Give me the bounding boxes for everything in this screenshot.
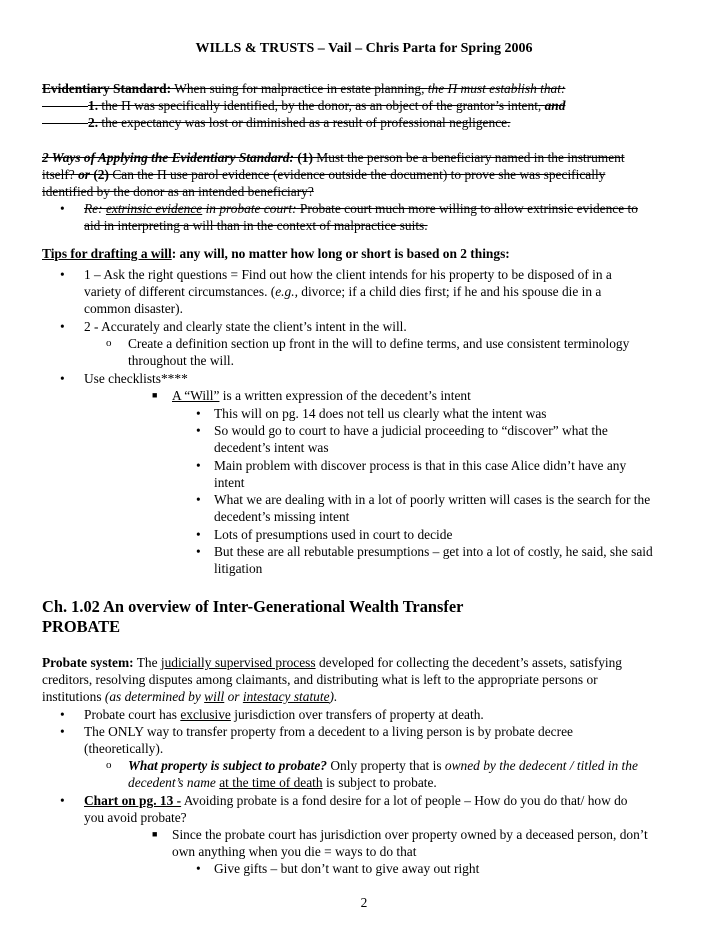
tip-2: 2 - Accurately and clearly state the client’s intent in the will. [84, 319, 407, 334]
chart-line-1: Chart on pg. 13 - Avoiding probate is a fond desire for a lot of people – How do you do that/ how do [84, 793, 628, 808]
chapter-heading: Ch. 1.02 An overview of Inter-Generational Wealth Transfer [42, 597, 464, 616]
tip-1-line-2: variety of different circumstances. (e.g., divorce; if a child dies first; if he and his spouse die in a [84, 284, 602, 299]
will-definition: A “Will” is a written expression of the decedent’s intent [172, 388, 471, 403]
probate-point-2-line-1: The ONLY way to transfer property from a decedent to a living person is by probate decree [84, 724, 573, 739]
bullet-icon: • [60, 371, 65, 386]
section-heading-probate: PROBATE [42, 617, 121, 636]
probate-system-line-2: creditors, resolving disputes among claimants, and distributing what is left to the appropriate persons or [42, 672, 598, 687]
tip-1-line-3: common disaster). [84, 301, 183, 316]
will-point-6-line-1: But these are all rebutable presumptions – get into a lot of costly, he said, she said [214, 544, 653, 559]
chart-line-2: you avoid probate? [84, 810, 187, 825]
document-title: WILLS & TRUSTS – Vail – Chris Parta for Spring 2006 [195, 41, 533, 56]
bullet-icon: • [60, 793, 65, 808]
tip-3: Use checklists**** [84, 371, 188, 386]
probate-system-line-1: Probate system: The judicially supervised process developed for collecting the decedent’s assets, satisfying [42, 655, 622, 670]
bullet-icon: • [60, 319, 65, 334]
bullet-icon: • [60, 267, 65, 282]
strike-rule [42, 123, 88, 124]
bullet-icon: • [60, 201, 65, 216]
re-extrinsic-line-1: Re: extrinsic evidence in probate court: Probate court much more willing to allow extrinsic evidence to [84, 201, 638, 216]
bullet-icon: • [196, 492, 201, 507]
bullet-icon: • [60, 724, 65, 739]
tip-1-line-1: 1 – Ask the right questions = Find out how the client intends for his property to be disposed of in a [84, 267, 612, 282]
will-point-6-line-2: litigation [214, 561, 263, 576]
two-ways-line-3: identified by the donor as an intended beneficiary? [42, 184, 314, 199]
bullet-icon: • [196, 406, 201, 421]
will-point-4-line-1: What we are dealing with in a lot of poorly written will cases is the search for the [214, 492, 651, 507]
probate-point-2-line-2: (theoretically). [84, 741, 164, 756]
circle-bullet-icon: o [106, 337, 112, 349]
will-point-2-line-2: decedent’s intent was [214, 440, 329, 455]
bullet-icon: • [196, 544, 201, 559]
circle-bullet-icon: o [106, 759, 112, 771]
probate-point-1: Probate court has exclusive jurisdiction over transfers of property at death. [84, 707, 484, 722]
probate-question-line-2: decedent’s name at the time of death is subject to probate. [128, 775, 437, 790]
will-point-5: Lots of presumptions used in court to decide [214, 527, 453, 542]
bullet-icon: • [196, 861, 201, 876]
two-ways-line-2: itself? or (2) Can the Π use parol evidence (evidence outside the document) to prove she was specifically [42, 167, 606, 182]
will-point-4-line-2: decedent’s missing intent [214, 509, 350, 524]
evidentiary-item-2: 2. the expectancy was lost or diminished as a result of professional negligence. [88, 115, 511, 130]
probate-question-line-1: What property is subject to probate? Only property that is owned by the dedecent / titled in the [128, 758, 638, 773]
will-point-3-line-2: intent [214, 475, 245, 490]
tip-2-sub-line-1: Create a definition section up front in the will to define terms, and use consistent terminology [128, 336, 630, 351]
since-line-1: Since the probate court has jurisdiction over property owned by a deceased person, don’t [172, 827, 648, 842]
evidentiary-item-1: 1. the Π was specifically identified, by the donor, as an object of the grantor’s intent, and [88, 98, 566, 113]
gifts-line: Give gifts – but don’t want to give away out right [214, 861, 480, 876]
will-point-1: This will on pg. 14 does not tell us clearly what the intent was [214, 406, 547, 421]
probate-system-line-3: institutions (as determined by will or intestacy statute). [42, 689, 338, 704]
will-point-3-line-1: Main problem with discover process is that in this case Alice didn’t have any [214, 458, 627, 473]
tip-2-sub-line-2: throughout the will. [128, 353, 235, 368]
re-extrinsic-line-2: aid in interpreting a will than in the context of malpractice suits. [84, 218, 428, 233]
strike-rule [42, 106, 88, 107]
two-ways-line-1: 2 Ways of Applying the Evidentiary Standard: (1) Must the person be a beneficiary named in the instrument [42, 150, 625, 165]
bullet-icon: • [60, 707, 65, 722]
since-line-2: own anything when you die = ways to do that [172, 844, 417, 859]
bullet-icon: • [196, 458, 201, 473]
evidentiary-standard-line: Evidentiary Standard: When suing for malpractice in estate planning, the Π must establish that: [42, 81, 566, 96]
will-point-2-line-1: So would go to court to have a judicial proceeding to “discover” what the [214, 423, 608, 438]
bullet-icon: • [196, 527, 201, 542]
bullet-icon: • [196, 423, 201, 438]
tips-heading: Tips for drafting a will: any will, no matter how long or short is based on 2 things: [42, 246, 510, 261]
page-number: 2 [360, 895, 368, 910]
square-bullet-icon: ■ [152, 829, 158, 839]
square-bullet-icon: ■ [152, 390, 158, 400]
